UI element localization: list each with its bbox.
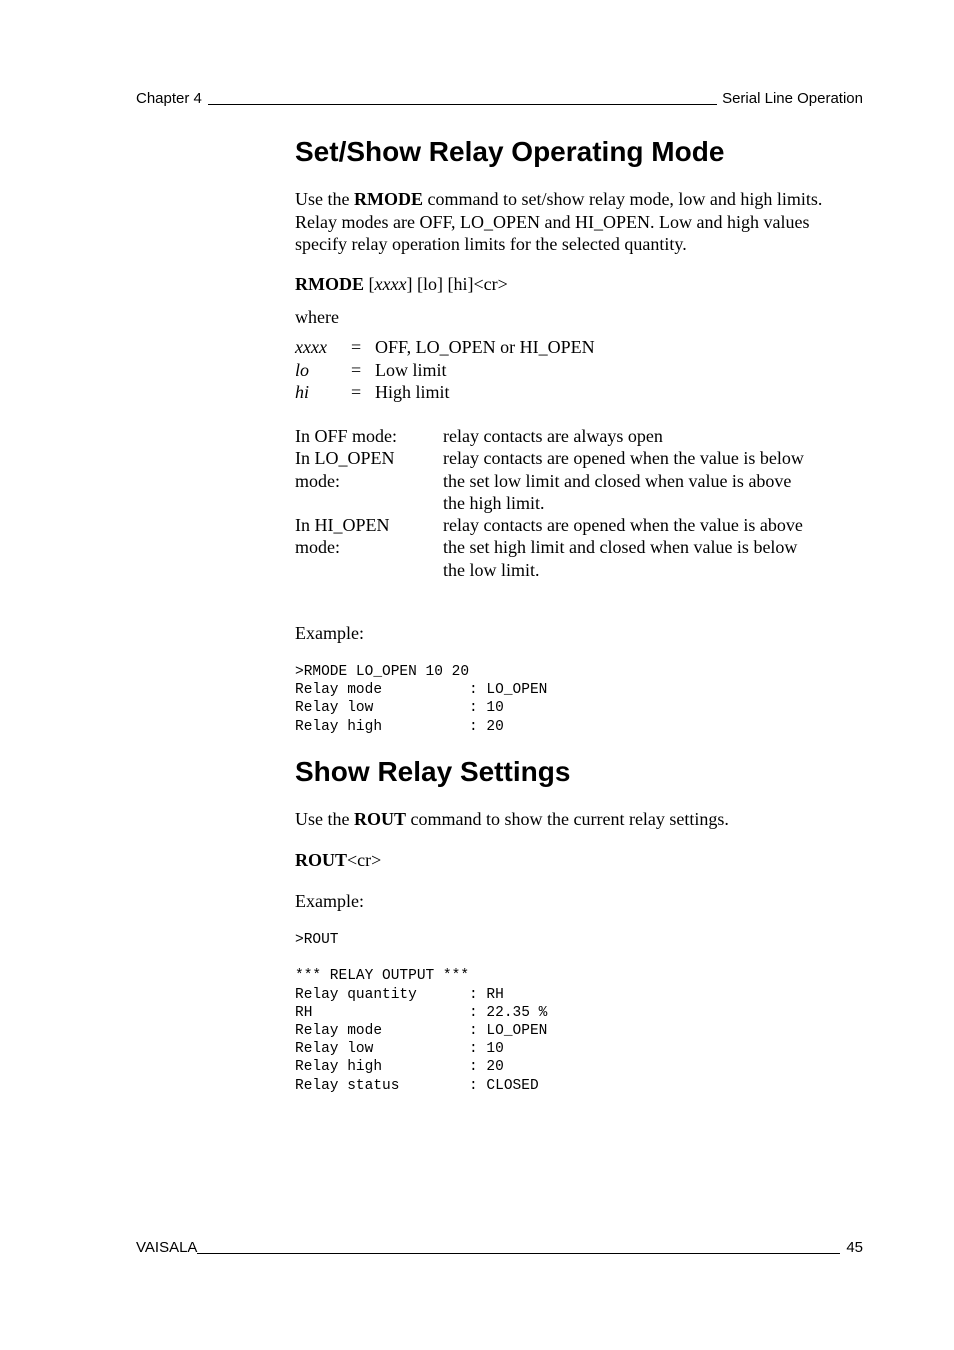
definition-value: Low limit <box>375 359 447 380</box>
definition-key: hi <box>295 382 310 402</box>
section-title-rout: Show Relay Settings <box>295 756 571 787</box>
definition-equals: = <box>351 382 362 402</box>
definition-row <box>295 336 595 359</box>
definition-value: OFF, LO_OPEN or HI_OPEN <box>375 337 595 357</box>
rout-syntax <box>295 849 381 872</box>
rmode-intro-line-2: Relay modes are OFF, LO_OPEN and HI_OPEN. Low and high values <box>295 211 810 232</box>
rmode-intro-line-3: specify relay operation limits for the selected quantity. <box>295 234 687 254</box>
mode-row-lo-open <box>295 447 855 514</box>
rmode-intro-line-1 <box>295 188 822 211</box>
syntax-bracket: [ <box>364 274 375 294</box>
definition-row <box>295 359 595 382</box>
header-chapter: Chapter 4 <box>136 90 202 107</box>
rout-example-code: >ROUT *** RELAY OUTPUT *** Relay quantity : RH RH : 22.35 % Relay mode : LO_OPEN Relay low : 10 Relay high : 20 Relay status : CLOSED <box>295 932 548 1094</box>
definition-row <box>295 381 595 404</box>
header-rule <box>208 104 717 105</box>
definition-key: lo <box>295 359 310 380</box>
parameter-definitions <box>295 336 595 404</box>
syntax-param: xxxx <box>374 274 407 294</box>
intro-text: Use the <box>295 809 354 829</box>
definition-equals: = <box>351 337 362 357</box>
rmode-example-label: Example: <box>295 623 364 643</box>
mode-description: relay contacts are opened when the value is below the set low limit and closed when value is above the high limit. <box>443 448 804 513</box>
where-label: where <box>295 307 339 327</box>
intro-text: Use the <box>295 189 354 209</box>
mode-label: In HI_OPEN mode: <box>295 515 390 558</box>
relay-mode-table <box>295 425 855 581</box>
mode-label: In LO_OPEN mode: <box>295 448 395 491</box>
command-name: RMODE <box>353 189 423 209</box>
intro-text: command to show the current relay settings. <box>406 809 729 829</box>
rout-example-label: Example: <box>295 891 364 911</box>
mode-description: relay contacts are always open <box>443 426 663 446</box>
syntax-rest: <cr> <box>347 850 382 870</box>
mode-label: In OFF mode: <box>295 426 398 446</box>
syntax-command: RMODE <box>295 274 364 294</box>
footer-company: VAISALA <box>136 1239 198 1256</box>
rmode-syntax <box>295 273 508 296</box>
mode-row-off <box>295 425 855 447</box>
mode-row-hi-open <box>295 514 855 581</box>
definition-value: High limit <box>375 382 450 402</box>
rmode-example-code: >RMODE LO_OPEN 10 20 Relay mode : LO_OPEN Relay low : 10 Relay high : 20 <box>295 664 548 735</box>
header-title: Serial Line Operation <box>722 90 863 107</box>
command-name: ROUT <box>353 809 406 829</box>
page-header <box>136 90 863 108</box>
page-number: 45 <box>846 1239 863 1256</box>
footer-rule <box>197 1253 840 1254</box>
section-title-rmode: Set/Show Relay Operating Mode <box>295 136 725 167</box>
definition-equals: = <box>351 359 362 380</box>
page-footer <box>136 1239 863 1257</box>
mode-description: relay contacts are opened when the value is above the set high limit and closed when value is below the low limit. <box>443 515 803 580</box>
syntax-rest: ] [lo] [hi]<cr> <box>406 274 508 294</box>
intro-text: command to set/show relay mode, low and high limits. <box>422 189 823 209</box>
syntax-command: ROUT <box>295 850 348 870</box>
definition-key: xxxx <box>295 337 327 357</box>
rout-intro <box>295 808 729 831</box>
